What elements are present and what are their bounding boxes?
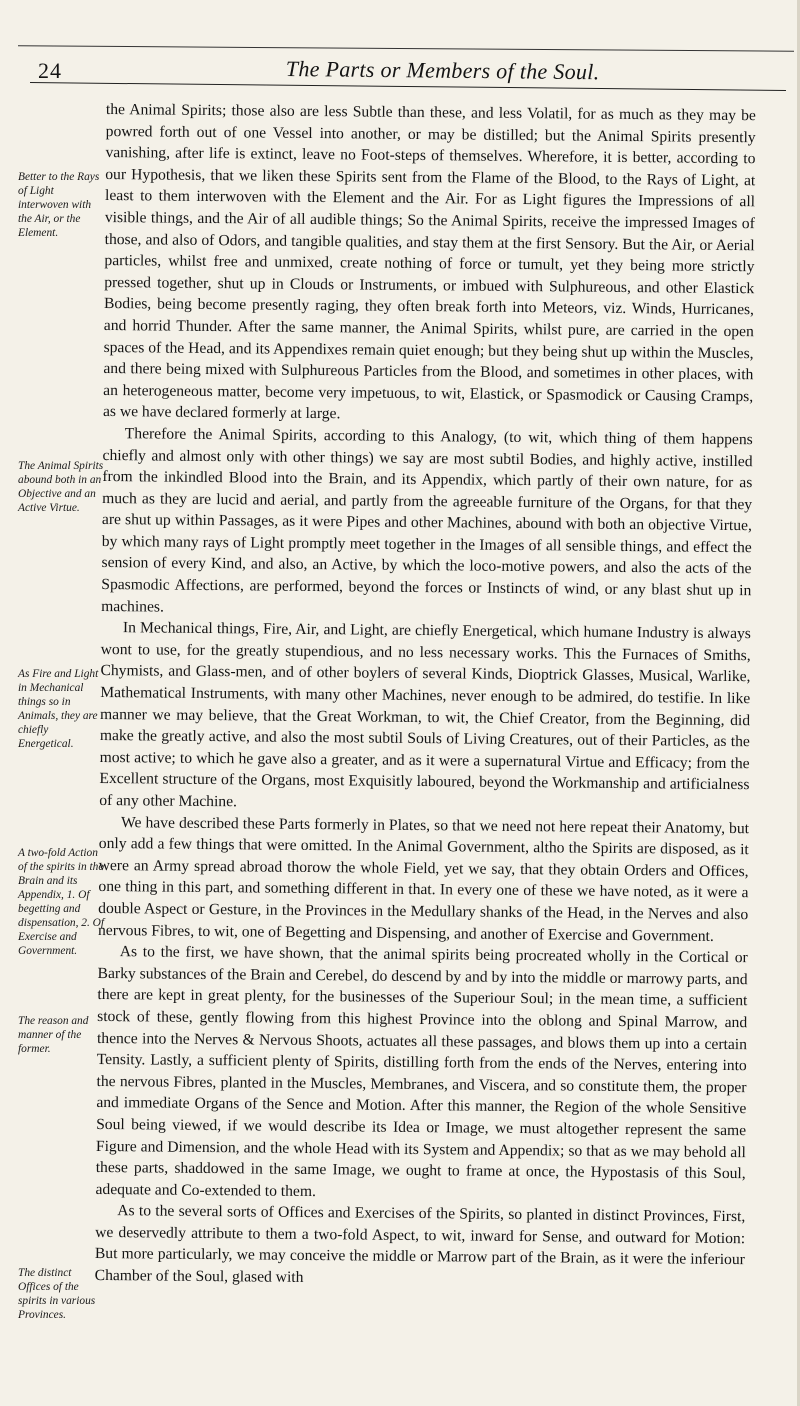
margin-note-light-rays: Better to the Rays of Light interwoven with the Air, or the Element. [18, 171, 100, 239]
paragraph: the Animal Spirits; those also are less Subtle than these, and less Volatil, for as much as they may be powred forth out of one Vessel into another, or may be distilled; but the Animal Spirits presently vanishing, after life is extinct, leave no Foot-steps of themselves. Wherefore, it is better, according to our Hypothesis, that we liken these Spirits sent from the Flame of the Blood, to the Rays of Light, at least to them interwoven with the Element and the Air. For as Light figures the Impressions of all visible things, and the Air of all audible things; So the Animal Spirits, receive the impressed Images of those, and also of Odors, and tangible qualities, and stay them at the first Sensory. But the Air, or Aerial particles, whilst free and unmixed, create nothing of force or tumult, yet they being more strictly pressed together, shut up in Clouds or Instruments, or imbued with Sulphureous, and other Elastick Bodies, being become presently raging, they often break forth into Meteors, viz. Winds, Hurricanes, and horrid Thunder. After the same manner, the Animal Spirits, whilst pure, are carried in the open spaces of the Head, and its Appendixes remain quiet enough; but they being shut up within the Muscles, and there being mixed with Sulphureous Particles from the Blood, and sometimes in other places, with an heterogeneous matter, become very impetuous, to wit, Elastick, or Spasmodick or Causing Cramps, as we have declared formerly at large. [102, 100, 756, 423]
running-title: The Parts or Members of the Soul. [285, 56, 600, 85]
paragraph: Therefore the Animal Spirits, according to this Analogy, (to wit, which thing of them happens chiefly and almost only with other things) we say are most subtil Bodies, and highly active, instilled from the inkindled Blood into the Brain, and its Appendix, which partly of their own nature, for as much as they are lucid and aerial, and partly from the agreeable furniture of the Organs, for that they are shut up within Passages, as it were Pipes and other Machines, abound with both an objective Virtue, by which many rays of Light promptly meet together in the Images of all sensible things, and effect the sension of every Kind, and also, an Active, by which the loco-motive powers, and also the acts of the Spasmodic Affections, are performed, beyond the forces or Instincts of wind, or any blast shut up in machines. [101, 425, 753, 616]
paragraph: As to the several sorts of Offices and Exercises of the Spirits, so planted in distinct Provinces, First, we deservedly attribute to them a two-fold Aspect, to wit, inward for Sense, and outward for Motion: But more particularly, we may conceive the middle or Marrow part of the Brain, as it were the inferiour Chamber of the Soul, glased with [94, 1202, 746, 1287]
paragraph: We have described these Parts formerly in Plates, so that we need not here repeat their Anatomy, but only add a few things that were omitted. In the Animal Government, altho the Spirits are disposed, as it were an Army spread abroad thorow the whole Field, yet we say, that they obtain Orders and Offices, one thing in this part, and something different in that. In every one of these we have noted, as it were a double Aspect or Gesture, in the Provinces in the Medullary shanks of the Head, in the Nerves and also nervous Fibres, to wit, one of Begetting and Dispensing, and another of Exercise and Government. [97, 813, 750, 945]
page-number: 24 [38, 58, 62, 83]
margin-note-two-fold-action: A two-fold Action of the spirits in the Brain and its Appendix, 1. Of begetting and dispensation, 2. Of Exercise and Government. [18, 847, 105, 957]
margin-note-distinct-offices: The distinct Offices of the spirits in various Provinces. [18, 1267, 96, 1321]
paragraph: In Mechanical things, Fire, Air, and Light, are chiefly Energetical, which humane Industry is always wont to use, for the greatly stupendious, and no less necessary works. This the Furnaces of Smiths, Chymists, and Glass-men, and of other boylers of several Kinds, Dioptrick Glasses, Musical, Warlike, Mathematical Instruments, with many other Machines, never enough to be admired, do testifie. In like manner we may believe, that the Great Workman, to wit, the Chief Creator, from the Beginning, did make the greatly active, and also the most subtil Souls of Living Creatures, out of their Particles, as the most active; to which he gave also a greater, and as it were a supernatural Virtue and Efficacy; from the Excellent structure of the Organs, most Exquisitly laboured, beyond the Workmanship and artificialness of any other Machine. [99, 619, 751, 811]
margin-note-fire-and-light: As Fire and Light in Mechanical things so in Animals, they are chiefly Energetical. [18, 668, 99, 750]
header-rule [30, 82, 786, 91]
paragraph: As to the first, we have shown, that the animal spirits being procreated wholly in the Cortical or Barky substances of the Brain and Cerebel, do descend by and by into the middle or marrowy parts, and there are kept in great plenty, for the businesses of the Superiour Soul; in the mean time, a sufficient stock of these, gently flowing from this highest Province into the oblong and Spinal Marrow, and thence into the Nerves & Nervous Shoots, actuates all these passages, and blows them up into a certain Tensity. Lastly, a sufficient plenty of Spirits, distilling forth from the ends of the Nerves, entering into the nervous Fibres, planted in the Muscles, Membranes, and Viscera, and so constitute them, the proper and immediate Organs of the Sence and Motion. After this manner, the Region of the whole Sensitive Soul being viewed, if we would describe its Idea or Image, we must altogether represent the same Figure and Dimension, and the whole Head with its System and Appendix; so that as we may behold all these parts, shaddowed in the same Image, we ought to frame at once, the Hypostasis of this Soul, adequate and Co-extended to them. [95, 943, 748, 1200]
margin-note-reason-and-manner: The reason and manner of the former. [18, 1015, 89, 1055]
top-rule [18, 45, 794, 51]
margin-note-animal-spirits: The Animal Spirits abound both in an Objective and an Active Virtue. [18, 460, 104, 514]
body-text [95, 99, 756, 1293]
